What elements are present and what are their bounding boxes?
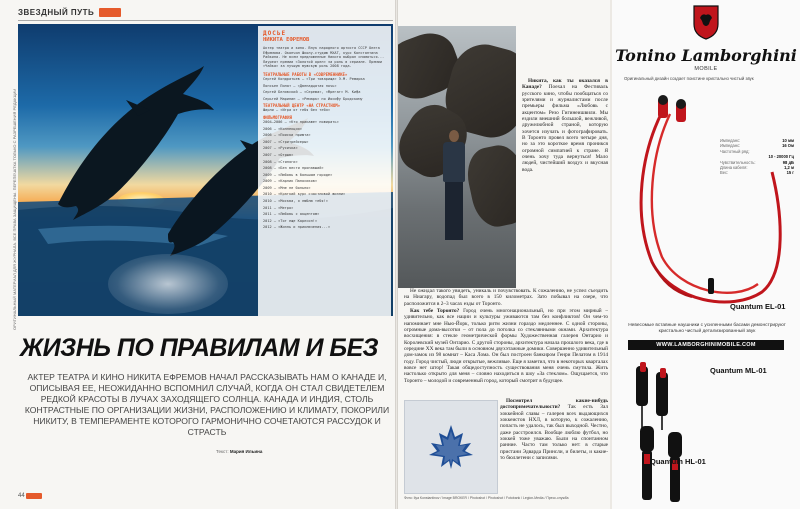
- spec-key: Импеданс:: [720, 138, 741, 143]
- spec-value: 98 дБ: [782, 159, 794, 165]
- vertical-sidebar-label: ОРИГИНАЛЬНЫЙ МАТЕРИАЛ ДЛЯ ЖУРНАЛА. ВСЕ ПРАВА ЗАЩИЩЕНЫ. ПЕРЕПЕЧАТКА ТОЛЬКО С РАЗРЕШЕНИЯ РЕДАКЦИИ: [12, 88, 17, 330]
- byline: [216, 449, 262, 454]
- theatre-heading: ТЕАТРАЛЬНЫЕ РАБОТЫ В «СОВРЕМЕННИКЕ»: [263, 71, 348, 77]
- article-lede: АКТЕР ТЕАТРА И КИНО НИКИТА ЕФРЕМОВ НАЧАЛ РАССКАЗЫВАТЬ НАМ О КАНАДЕ И, ОПИСЫВАЯ ЕЕ, НЕОЖИДАННО ВСПОМНИЛ СЛУЧАЙ, КОГДА ОН СТАЛ СВИДЕТЕЛЕМ РЕДКОЙ КРАСОТЫ В ЛУЧАХ ЗАХОДЯЩЕГО СОЛНЦА. КАНАДА И ИНДИЯ, СТОЛЬ КОНТРАСТНЫЕ ПО ОРГАНИЗАЦИИ ЖИЗНИ, РАСПОЛОЖЕНИЮ И КЛИМАТУ, ПОКОРИЛИ НИКИТУ, В ТЕМПЕРАМЕНТЕ КОТОРОГО ГАРМОНИЧНО СОЧЕТАЮТСЯ РАССУДОК И СТРАСТЬ: [24, 372, 390, 437]
- maple-leaf-icon: [425, 423, 477, 471]
- article-headline: ЖИЗНЬ ПО ПРАВИЛАМ И БЕЗ: [20, 334, 379, 362]
- answer-1: Поехал на Фестиваль русского кино, чтобы пообщаться со зрителями и журналистами после премьеры фильма «Любовь с акцентом» Резо Гигинеишвили. Мы ездили внешний большой, вежливой, дружелюбной страной, которую хочется изучать и фотографировать. В Торонто провел всего четыре дня, но за это короткое время проникся огромной симпатией к стране. Я очень хочу туда вернуться! Мало людей, чистейший воздух и вкусная вода.: [522, 84, 608, 173]
- question-3: Посмотрел какие-нибудь достопримечательности?: [500, 398, 608, 411]
- folio-pill: [26, 493, 42, 499]
- article-column-top: [522, 78, 608, 288]
- dossier-heading: ДОСЬЕ: [263, 30, 287, 37]
- list-item: 2009 — «Мне не больно»: [263, 185, 311, 190]
- bull-shield-logo-icon: [691, 4, 721, 40]
- spec-value: 10 - 20000 Гц: [768, 154, 794, 160]
- product-suffix: EL-01: [765, 302, 786, 311]
- vertical-sidebar-text: [4, 80, 17, 330]
- ad-website: WWW.LAMBORGHINIMOBILE.COM: [628, 340, 784, 350]
- actor-torso: [443, 142, 465, 182]
- maple-leaf-badge-photo: [404, 400, 498, 494]
- theatre2-heading: ТЕАТРАЛЬНЫЙ ЦЕНТР «НА СТРАСТНОМ»: [263, 103, 341, 109]
- list-item: Сергей Белявский — «Сережа», «Фрегат» М. Кифа: [263, 90, 361, 95]
- list-item: 2009 — «Любовь в большом городе»: [263, 172, 333, 177]
- list-item: Серьгей Маринин — «Ремарк» по Иосифу Бродскому: [263, 96, 363, 101]
- list-item: 2011 — «Любовь с акцентом»: [263, 212, 320, 217]
- list-item: 2006 — «Поиски приюта»: [263, 133, 311, 138]
- ad-tagline: Оригинальный дизайн создает поистине кристально чистый звук: [624, 76, 754, 81]
- article-column-full: [404, 288, 608, 398]
- list-item: 2012 — «Жизнь и приключения...»: [263, 225, 331, 230]
- actor-legs: [445, 182, 463, 240]
- list-item: 2007 — «Русичка»: [263, 146, 298, 151]
- spec-value: 1,2 м: [784, 165, 794, 171]
- list-item: Сергей Кондратьев — «Три товарища» Э.М. Ремарка: [263, 76, 365, 81]
- question-1: Никита, как ты оказался в Канаде?: [522, 78, 608, 91]
- spec-key: Частотный ряд:: [720, 148, 750, 154]
- sculpture-shape: [462, 141, 516, 231]
- page-folio: [18, 493, 42, 499]
- advertisement-page: [612, 0, 800, 509]
- list-item: 2009 — «Карлик Паносиков»: [263, 179, 318, 184]
- list-item: 2011 — «Метро»: [263, 205, 294, 210]
- ad-description: Невесомые вставные наушники с усиленными басами демонстрируют кристально чистый детализированный звук: [628, 323, 786, 334]
- product-name-hl01: Quantum HL-01: [650, 457, 706, 466]
- water-splash: [108, 254, 228, 314]
- spec-value: 15 г: [786, 170, 794, 176]
- spec-value: 10 мм: [782, 138, 794, 143]
- product-name-ml01: Quantum ML-01: [710, 366, 767, 375]
- section-label: [18, 8, 121, 17]
- filmography-list: [263, 120, 386, 230]
- answer-3: Так есть Зал хоккейной славы – галерея всех выдающихся хоккеистов НХЛ, в которую, к сожалению, попасть не удалось, так был выходной. Честно, даже расстроился. Вообще люблю футбол, но хоккей тоже уважаю. Были на спонтанном ранние. Часто там только нет: в старые пристани Эдварда Принсли, и билеты, и какие-то бюллетени с записями.: [500, 404, 608, 462]
- dossier-box: [258, 26, 391, 316]
- top-rule: [18, 20, 393, 21]
- spec-key: Чувствительность:: [720, 159, 756, 165]
- ad-brand-sub: MOBILE: [694, 66, 718, 72]
- dossier-bio: Актер театра и кино. Внук народного артиста СССР Олега Ефремова. Окончил Школу-студию МХАТ, курс Константина Райкина. Не всем предложенные Никита выбрал сниматься... Лауреат премии «Золотой орел» за роль в сериале. Премии «Чайка» за лучшую мужскую роль 2008 года.: [263, 46, 385, 69]
- byline-label: Текст:: [216, 449, 229, 454]
- left-page: [0, 0, 395, 509]
- list-item: Ширли — «Игра от тебя без тебя»: [263, 108, 331, 113]
- section-title: ЗВЕЗДНЫЙ ПУТЬ: [18, 8, 95, 17]
- list-item: 2008 — «Стиляги»: [263, 159, 298, 164]
- photo-credits: Фото: Ilya Konstantinov / Image BROKER / Photoshot / Photoshot / Fotobank / Legion-Media / Пресс-служба: [404, 496, 569, 500]
- ad-specs-table: [720, 138, 794, 176]
- list-item: 2004–2006 — «Кто прикажет пожирать»: [263, 119, 339, 124]
- list-item: 2007 — «Отрыв»: [263, 152, 294, 157]
- theatre-list: [263, 77, 386, 101]
- byline-author: Мария Ильина: [229, 449, 263, 454]
- product-name: Quantum: [730, 302, 763, 311]
- product-name-el01: [730, 302, 785, 311]
- list-item: 2008 — «Без вести пропавший»: [263, 166, 324, 171]
- list-item: 2006 — «Коллекция»: [263, 126, 302, 131]
- headphones-cable-illustration: [622, 92, 792, 322]
- article-page: [398, 0, 610, 509]
- page-number: 44: [18, 493, 25, 499]
- filmography-heading: ФИЛЬМОГРАФИЯ: [263, 114, 292, 120]
- list-item: 2010 — «Москва, я люблю тебя!»: [263, 199, 328, 204]
- section-pill: [99, 8, 121, 17]
- spec-key: Импеданс:: [720, 143, 741, 149]
- list-item: 2012 — «Тот еще Карлсон!»: [263, 218, 318, 223]
- actor-figure: [440, 130, 468, 240]
- article-column-bottom: [500, 398, 608, 498]
- actor-head: [449, 130, 459, 142]
- spec-row: [720, 170, 794, 175]
- list-item: Понсьен Пилат — «Двенадцатая ночь»: [263, 83, 337, 88]
- list-item: 2007 — «Стритрейсеры»: [263, 139, 309, 144]
- spec-key: Длина кабеля:: [720, 165, 748, 171]
- list-item: 2010 — «Краткий курс счастливой жизни»: [263, 192, 346, 197]
- spec-value: 16 Ом: [782, 143, 794, 149]
- ad-brand-wordmark: Tonino Lamborghini: [615, 46, 797, 65]
- answer-2: Город очень многонациональный, но при этом мирный – удивительно, как все нации и культуры уживаются там без конфликтов! Он чем-то напоминает мне Нью-Йорк, только ритм жизни гораздо медленнее. С одной стороны, огромные дома-высотки – от пола до потолка со стеклянными окнами. Архитектура восхищения: в стекле геометрической формы Художественная галерея Онтарио и Королевский музей Онтарио. С другой стороны, архитектура начала прошлого века, где в середине ХХ века там были в основном двухэтажные домики. Совершенно удивительный дом-замок из 98 комнат – Каса Лома. Он был построен банкиром Генри Пелатом в 1914 году. Город чистый, люди открытые, вежливые. Еще я заметил, что в некоторых кварталах вовсе нет штор! Такая общедоступность существования меня очень смутила. Жить настолько открыто для меня – словно находиться в шоу «За стеклом». Ощущается, что Торонто – молодой и современный город, который смотрит в будущее.: [404, 308, 608, 384]
- spec-key: Вес:: [720, 170, 729, 176]
- answer-1-cont: Не ожидал такого увидеть, уникаль и почувствовать. К сожалению, не успел съездить на Ниагару, водопад был всего в 150 километрах. Зато побывал на озере, что расположится в 2–3 часах езды от Торонто.: [404, 288, 608, 307]
- question-2: Как тебе Торонто?: [410, 308, 460, 315]
- statue-portrait-photo: [398, 26, 516, 288]
- dossier-name: НИКИТА ЕФРЕМОВ: [263, 37, 310, 43]
